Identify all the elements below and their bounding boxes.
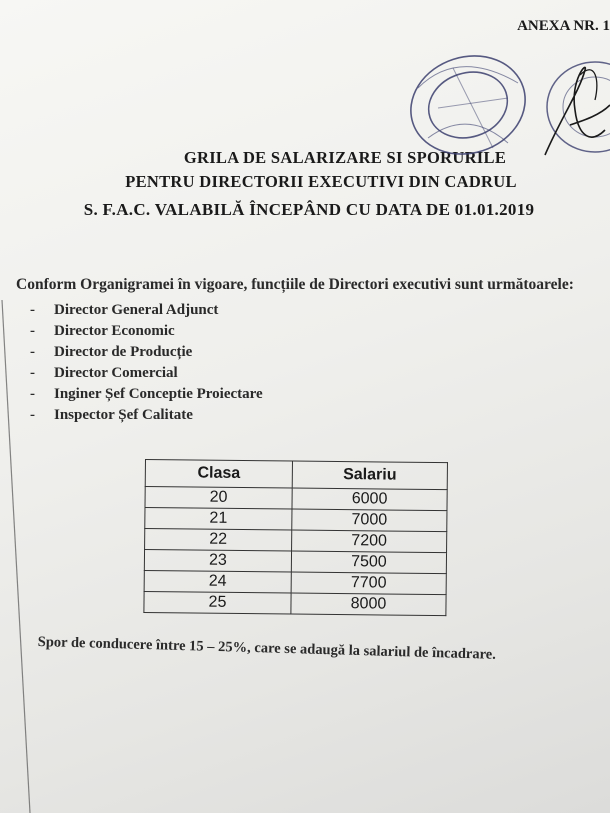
- list-dash: -: [30, 344, 35, 360]
- role-label: Director Economic: [54, 323, 175, 339]
- role-label: Director de Producție: [54, 344, 193, 360]
- salariu-cell: 7200: [292, 530, 447, 553]
- clasa-cell: 22: [145, 529, 292, 552]
- list-dash: -: [30, 407, 35, 423]
- intro-text: Conform Organigramei în vigoare, funcțiile de Directori executivi sunt următoarele:: [16, 276, 574, 293]
- list-item: [30, 384, 263, 405]
- list-item: [30, 321, 263, 342]
- list-item: [30, 363, 263, 384]
- clasa-cell: 25: [144, 591, 291, 614]
- signature: [540, 60, 610, 170]
- salary-table: [143, 459, 448, 616]
- list-dash: -: [30, 365, 35, 381]
- clasa-cell: 23: [144, 550, 291, 573]
- footer-note: Spor de conducere între 15 – 25%, care se adaugă la salariul de încadrare.: [37, 634, 497, 663]
- salariu-cell: 8000: [291, 593, 446, 616]
- list-item: [30, 342, 263, 363]
- clasa-cell: 24: [144, 570, 291, 593]
- roles-list: [30, 300, 263, 426]
- list-dash: -: [30, 323, 35, 339]
- list-item: [30, 300, 263, 321]
- list-item: [30, 405, 263, 426]
- salariu-cell: 7000: [292, 509, 447, 532]
- document-title-line-2: PENTRU DIRECTORII EXECUTIVI DIN CADRUL: [125, 172, 517, 191]
- table-header-row: [145, 460, 447, 490]
- role-label: Inginer Șef Conceptie Proiectare: [54, 386, 263, 402]
- list-dash: -: [30, 302, 35, 318]
- clasa-cell: 21: [145, 508, 292, 531]
- column-header-clasa: Clasa: [145, 460, 292, 489]
- role-label: Inspector Șef Calitate: [54, 407, 193, 423]
- salariu-cell: 7500: [291, 551, 446, 574]
- document-title-line-1: GRILA DE SALARIZARE SI SPORURILE: [183, 148, 507, 167]
- list-dash: -: [30, 386, 35, 402]
- salariu-cell: 6000: [292, 488, 447, 511]
- document-title-line-3: S. F.A.C. VALABILĂ ÎNCEPÂND CU DATA DE 01.01.2019: [83, 200, 535, 219]
- column-header-salariu: Salariu: [292, 461, 447, 490]
- official-stamp: [398, 48, 538, 163]
- annex-label: ANEXA NR. 1: [517, 18, 610, 34]
- role-label: Director Comercial: [54, 365, 178, 381]
- clasa-cell: 20: [145, 487, 292, 510]
- salariu-cell: 7700: [291, 572, 446, 595]
- table-row: [144, 591, 446, 615]
- role-label: Director General Adjunct: [54, 302, 219, 318]
